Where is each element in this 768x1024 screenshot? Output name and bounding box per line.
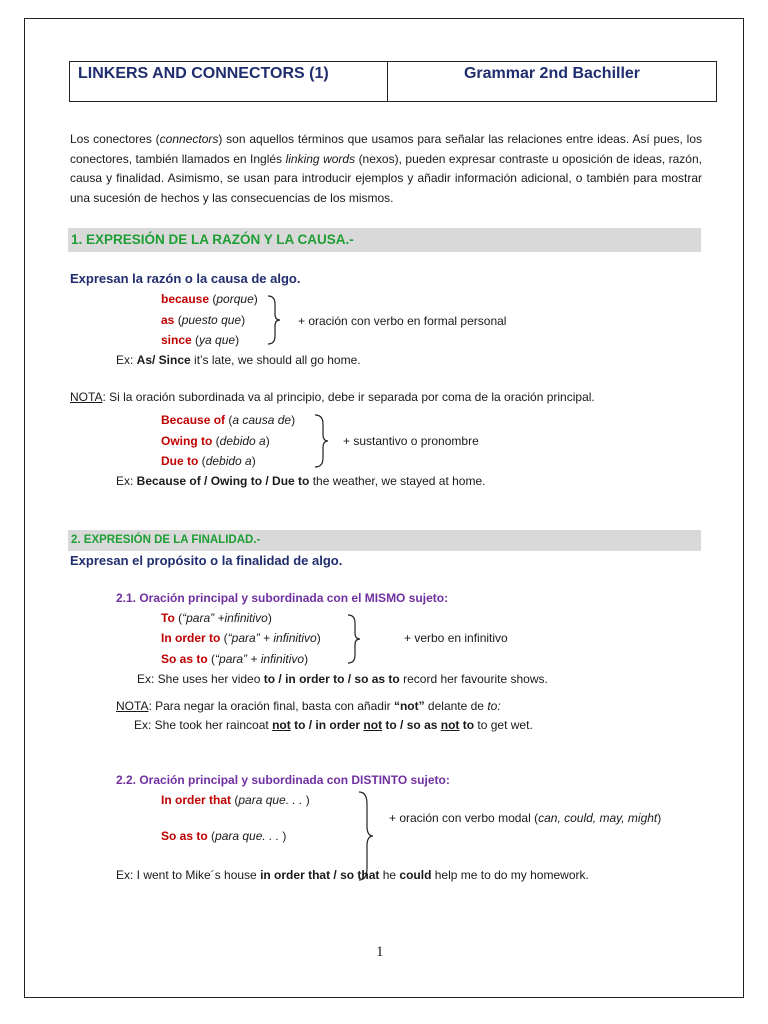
course-label: Grammar 2nd Bachiller xyxy=(463,65,641,82)
connector-because: because (porque) xyxy=(161,292,258,306)
note-negation: NOTA: Para negar la oración final, basta con añadir “not” delante de to: xyxy=(116,699,501,713)
section-1-heading: 1. EXPRESIÓN DE LA RAZÓN Y LA CAUSA.- xyxy=(68,228,701,252)
connector-to: To (“para” +infinitivo) xyxy=(161,611,272,625)
example-raincoat: Ex: She took her raincoat not to / in order not to / so as not to to get wet. xyxy=(134,718,533,732)
intro-text: (nexos), pueden expresar contraste u oposición de ideas, razón, causa y finalidad. Asimismo, se usan para introducir ejemplos y añadir información adicional, o también para mostrar una sucesión de hechos y las consecuencias de los mismos. xyxy=(70,151,702,205)
intro-paragraph xyxy=(70,130,702,208)
rule-noun-pronoun: + sustantivo o pronombre xyxy=(343,434,479,448)
intro-text: Los conectores ( xyxy=(70,132,160,146)
page-number: 1 xyxy=(376,944,384,960)
connector-owing-to: Owing to (debido a) xyxy=(161,434,270,448)
connector-so-as-to-2: So as to (para que. . . ) xyxy=(161,829,287,843)
example-mikes-house: Ex: I went to Mike´s house in order that / so that he could help me to do my homework. xyxy=(116,868,589,882)
intro-term: linking words xyxy=(285,151,356,166)
example-because-of: Ex: Because of / Owing to / Due to the weather, we stayed at home. xyxy=(116,474,486,488)
note-comma: NOTA: Si la oración subordinada va al principio, debe ir separada por coma de la oración principal. xyxy=(70,390,595,404)
intro-text: ) son aquellos términos que usamos para señalar las relaciones entre ideas. Así pues, los conectores, también llamados en Inglés xyxy=(70,132,702,166)
subsection-2-2-title: 2.2. Oración principal y subordinada con DISTINTO sujeto: xyxy=(116,773,450,787)
connector-since: since (ya que) xyxy=(161,333,240,347)
rule-infinitive: + verbo en infinitivo xyxy=(404,631,508,645)
connector-because-of: Because of (a causa de) xyxy=(161,413,296,427)
example-as-since: Ex: As/ Since it’s late, we should all go home. xyxy=(116,353,361,367)
rule-personal-verb: + oración con verbo en formal personal xyxy=(298,314,507,328)
connector-in-order-that: In order that (para que. . . ) xyxy=(161,793,310,807)
section-2-heading: 2. EXPRESIÓN DE LA FINALIDAD.- xyxy=(68,530,701,551)
rule-modal-verb: + oración con verbo modal (can, could, may, might) xyxy=(389,811,662,825)
connector-due-to: Due to (debido a) xyxy=(161,454,256,468)
curly-brace-icon xyxy=(313,413,331,469)
section-2-subheading: Expresan el propósito o la finalidad de algo. xyxy=(70,553,343,568)
connector-as: as (puesto que) xyxy=(161,313,246,327)
document-title: LINKERS AND CONNECTORS (1) xyxy=(70,62,388,101)
example-video: Ex: She uses her video to / in order to / so as to record her favourite shows. xyxy=(137,672,548,686)
curly-brace-icon xyxy=(346,613,362,665)
title-table xyxy=(69,61,717,102)
subsection-2-1-title: 2.1. Oración principal y subordinada con el MISMO sujeto: xyxy=(116,591,449,605)
connector-in-order-to: In order to (“para” + infinitivo) xyxy=(161,631,321,645)
intro-term: connectors xyxy=(159,132,219,146)
connector-so-as-to: So as to (“para” + infinitivo) xyxy=(161,652,309,666)
curly-brace-icon xyxy=(266,294,282,346)
section-1-subheading: Expresan la razón o la causa de algo. xyxy=(70,271,301,286)
